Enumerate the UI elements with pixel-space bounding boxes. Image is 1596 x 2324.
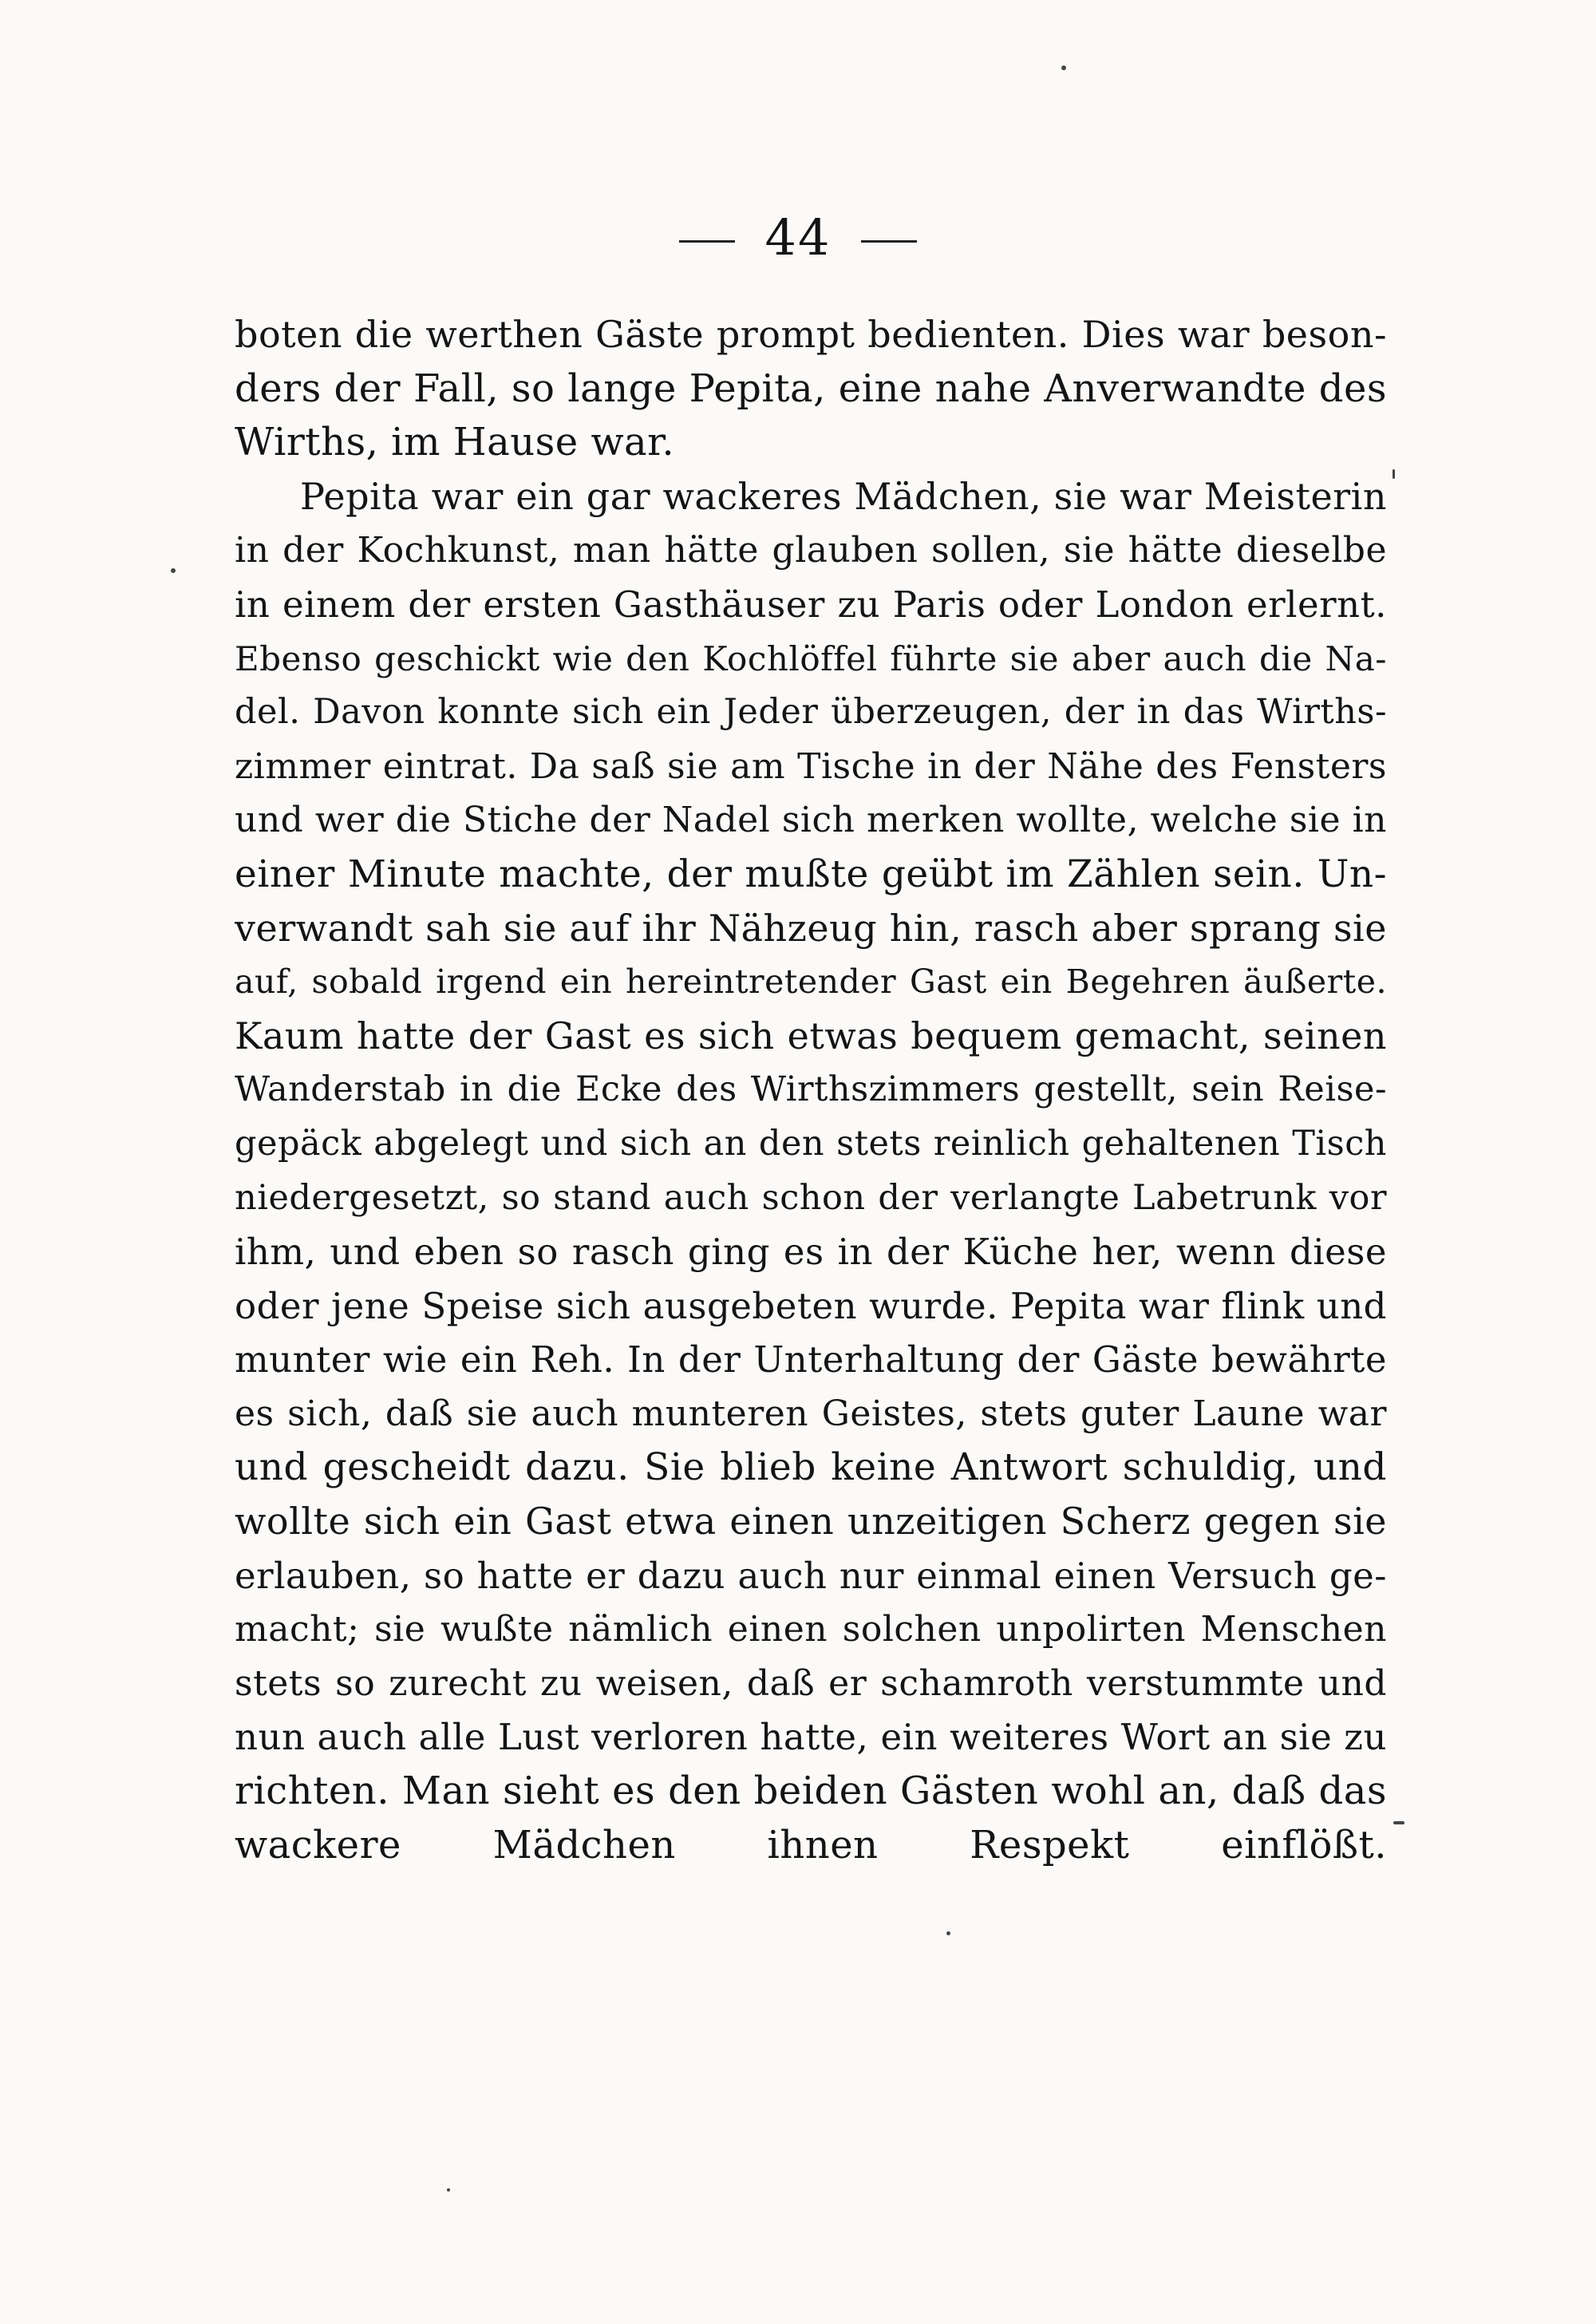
text-line: gepäck abgelegt und sich an den stets reinlich gehaltenen Tisch xyxy=(235,1123,1387,1164)
text-line: richten. Man sieht es den beiden Gästen wohl an, daß das xyxy=(235,1769,1387,1814)
text-line: Pepita war ein gar wackeres Mädchen, sie war Meisterin xyxy=(300,474,1387,518)
text-line: und wer die Stiche der Nadel sich merken wollte, welche sie in xyxy=(235,800,1387,841)
text-line: Wirths, im Hause war. xyxy=(235,420,675,465)
scan-speck xyxy=(1393,469,1395,479)
text-line: munter wie ein Reh. In der Unterhaltung der Gäste bewährte xyxy=(235,1338,1387,1381)
text-line: in der Kochkunst, man hätte glauben sollen, sie hätte dieselbe xyxy=(235,530,1387,571)
text-line: zimmer eintrat. Da saß sie am Tische in der Nähe des Fensters xyxy=(235,745,1387,787)
body-text xyxy=(235,308,1387,1927)
text-line: Wanderstab in die Ecke des Wirthszimmers gestellt, sein Reise- xyxy=(235,1069,1387,1110)
text-line: ihm, und eben so rasch ging es in der Küche her, wenn diese xyxy=(235,1231,1387,1274)
scan-speck xyxy=(1393,1821,1404,1824)
text-line: boten die werthen Gäste prompt bedienten. Dies war beson- xyxy=(235,313,1387,356)
page-number: 44 xyxy=(764,208,832,267)
scan-speck xyxy=(1061,65,1066,70)
scan-speck xyxy=(946,1931,950,1935)
page-number-header xyxy=(0,206,1596,270)
scan-speck xyxy=(447,2188,450,2192)
text-line: oder jene Speise sich ausgebeten wurde. Pepita war flink und xyxy=(235,1284,1387,1327)
right-dash xyxy=(861,240,917,243)
left-dash xyxy=(679,240,735,243)
text-line: stets so zurecht zu weisen, daß er schamroth verstummte und xyxy=(235,1662,1387,1704)
text-line: auf, sobald irgend ein hereintretender Gast ein Begehren äußerte. xyxy=(235,962,1387,1002)
text-line: ders der Fall, so lange Pepita, eine nahe Anverwandte des xyxy=(235,366,1387,411)
text-line: del. Davon konnte sich ein Jeder überzeugen, der in das Wirths- xyxy=(235,692,1387,733)
text-line: Kaum hatte der Gast es sich etwas bequem gemacht, seinen xyxy=(235,1014,1387,1057)
text-line: Ebenso geschickt wie den Kochlöffel führte sie aber auch die Na- xyxy=(235,638,1387,678)
text-line: wollte sich ein Gast etwa einen unzeitigen Scherz gegen sie xyxy=(235,1500,1387,1543)
text-line: und gescheidt dazu. Sie blieb keine Antwort schuldig, und xyxy=(235,1445,1387,1490)
text-line: verwandt sah sie auf ihr Nähzeug hin, rasch aber sprang sie xyxy=(235,906,1387,950)
text-line: wackere Mädchen ihnen Respekt einflößt. xyxy=(235,1822,1387,1868)
text-line: macht; sie wußte nämlich einen solchen unpolirten Menschen xyxy=(235,1609,1387,1650)
text-line xyxy=(235,1872,1387,1927)
text-line: in einem der ersten Gasthäuser zu Paris oder London erlernt. xyxy=(235,583,1387,626)
text-line: nun auch alle Lust verloren hatte, ein weiteres Wort an sie zu xyxy=(235,1716,1387,1759)
text-line: es sich, daß sie auch munteren Geistes, stets guter Laune war xyxy=(235,1393,1387,1434)
text-line: einer Minute machte, der mußte geübt im Zählen sein. Un- xyxy=(235,852,1387,896)
text-line: erlauben, so hatte er dazu auch nur einmal einen Versuch ge- xyxy=(235,1554,1387,1597)
text-line: niedergesetzt, so stand auch schon der verlangte Labetrunk vor xyxy=(235,1177,1387,1218)
scan-speck xyxy=(171,568,176,573)
